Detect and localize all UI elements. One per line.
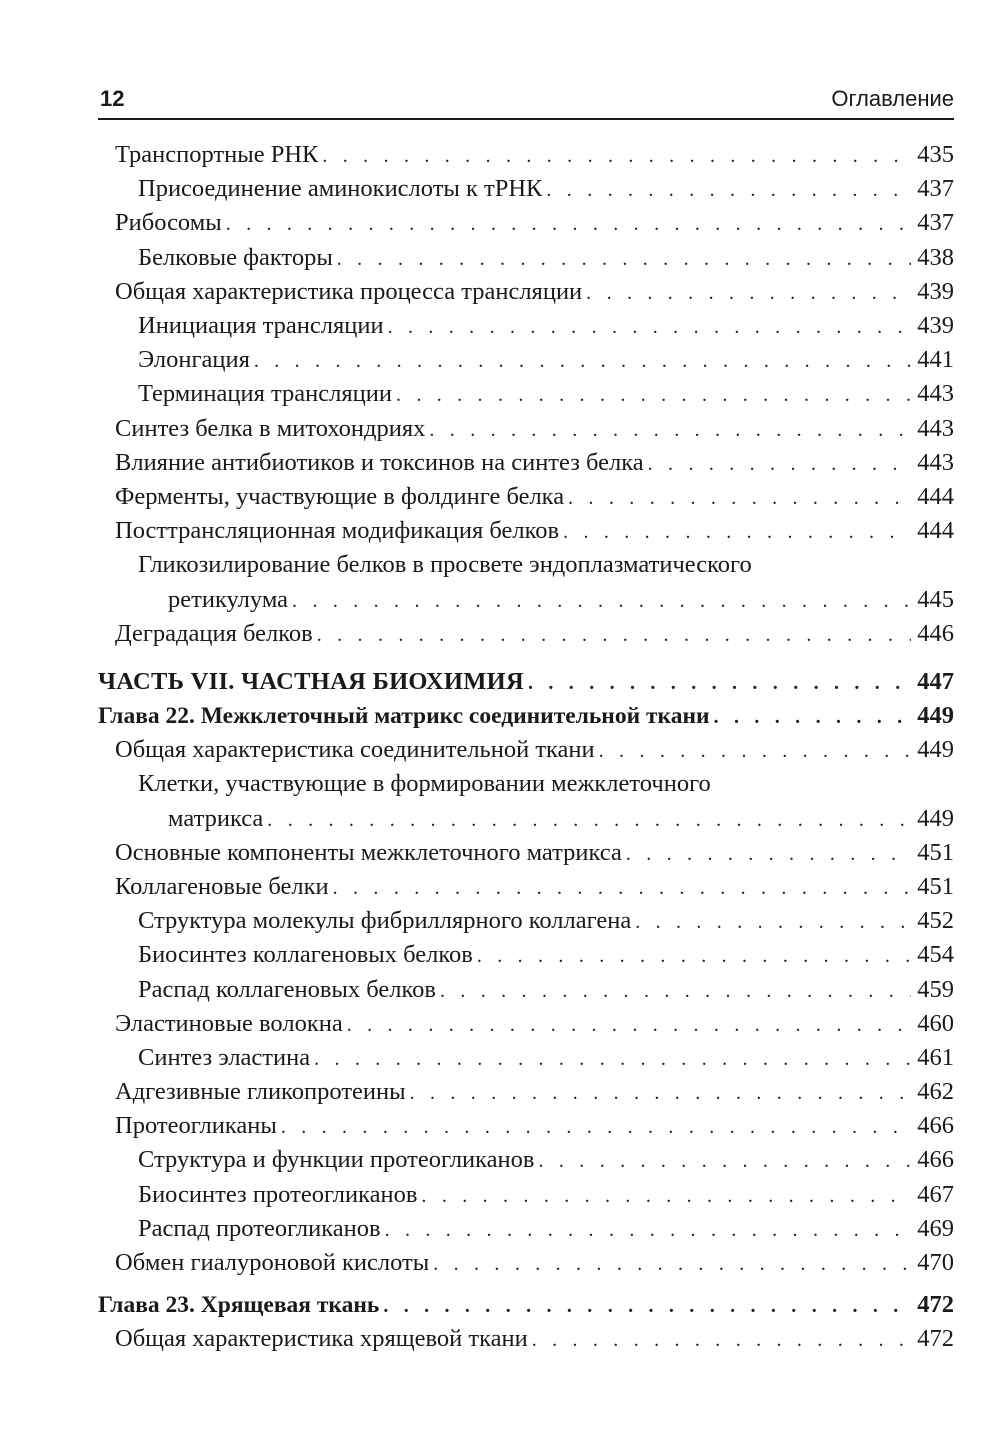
dot-leader: [281, 1110, 911, 1144]
toc-entry-title: Присоединение аминокислоты к тРНК: [138, 175, 543, 203]
dot-leader: [635, 905, 911, 939]
toc-entry[interactable]: [98, 836, 954, 870]
toc-entry-page: 469: [917, 1214, 954, 1242]
toc-chapter-heading[interactable]: [98, 1288, 954, 1322]
toc-entry[interactable]: [98, 548, 954, 616]
toc-entry-title: Адгезивные гликопротеины: [115, 1078, 406, 1106]
toc-entry-page: 472: [917, 1291, 954, 1319]
toc-entry-page: 466: [917, 1146, 954, 1174]
toc-entry[interactable]: [98, 480, 954, 514]
page-number: 12: [100, 86, 125, 111]
toc-entry-title: Элонгация: [138, 346, 250, 374]
toc-entry-title: Посттрансляционная модификация белков: [115, 517, 560, 545]
toc-entry-title: Эластиновые волокна: [115, 1009, 343, 1037]
toc-entry[interactable]: [98, 138, 954, 172]
toc-entry-page: 461: [917, 1043, 954, 1071]
dot-leader: [322, 139, 911, 173]
toc-entry-title: Гликозилирование белков в просвете эндоплазматического: [138, 551, 752, 579]
toc-entry[interactable]: [98, 617, 954, 651]
toc-entry-page: 459: [917, 975, 954, 1003]
toc-entry[interactable]: [98, 1007, 954, 1041]
toc-entry-page: 451: [917, 838, 954, 866]
toc-entry-page: 445: [917, 585, 954, 613]
toc-entry-page: 449: [917, 804, 954, 832]
toc-chapter-title: Глава 23. Хрящевая ткань: [98, 1292, 380, 1319]
toc-entry-title: Биосинтез коллагеновых белков: [138, 941, 473, 969]
toc-entry-title: Общая характеристика хрящевой ткани: [115, 1325, 528, 1353]
toc-part-heading[interactable]: [98, 665, 954, 699]
toc-entry[interactable]: [98, 172, 954, 206]
table-of-contents: [98, 138, 954, 1357]
toc-entry[interactable]: [98, 1075, 954, 1109]
toc-entry-page: 439: [917, 277, 954, 305]
dot-leader: [314, 1042, 911, 1076]
toc-entry[interactable]: [98, 514, 954, 548]
dot-leader: [532, 1323, 912, 1357]
toc-entry-title: Рибосомы: [115, 209, 222, 237]
toc-entry-page: 460: [917, 1009, 954, 1037]
toc-entry[interactable]: [98, 1178, 954, 1212]
dot-leader: [383, 1289, 911, 1323]
toc-entry[interactable]: [98, 1212, 954, 1246]
toc-entry-title: Влияние антибиотиков и токсинов на синтез белка: [115, 448, 644, 476]
dot-leader: [714, 700, 912, 734]
toc-entry[interactable]: [98, 377, 954, 411]
dot-leader: [528, 666, 911, 700]
dot-leader: [586, 276, 911, 310]
dot-leader: [226, 207, 912, 241]
toc-entry[interactable]: [98, 1041, 954, 1075]
toc-entry-title: Биосинтез протеогликанов: [138, 1180, 418, 1208]
toc-entry[interactable]: [98, 904, 954, 938]
toc-entry[interactable]: [98, 767, 954, 835]
toc-entry[interactable]: [98, 446, 954, 480]
dot-leader: [333, 871, 912, 905]
toc-entry[interactable]: [98, 412, 954, 446]
toc-chapter-heading[interactable]: [98, 699, 954, 733]
dot-leader: [626, 837, 911, 871]
toc-entry-title: Транспортные РНК: [115, 141, 319, 168]
toc-entry-page: 438: [917, 243, 954, 271]
toc-entry-page: 444: [917, 517, 954, 545]
toc-entry-page: 437: [917, 209, 954, 237]
toc-entry[interactable]: [98, 1143, 954, 1177]
toc-entry-page: 443: [917, 414, 954, 442]
toc-entry[interactable]: [98, 309, 954, 343]
dot-leader: [546, 173, 911, 207]
toc-entry-title: Коллагеновые белки: [115, 872, 329, 900]
toc-entry-page: 451: [917, 872, 954, 900]
dot-leader: [385, 1213, 912, 1247]
toc-entry[interactable]: [98, 973, 954, 1007]
toc-entry-page: 449: [917, 736, 954, 764]
dot-leader: [337, 242, 911, 276]
dot-leader: [347, 1008, 912, 1042]
dot-leader: [539, 1144, 912, 1178]
toc-entry[interactable]: [98, 241, 954, 275]
dot-leader: [421, 1179, 911, 1213]
toc-entry[interactable]: [98, 1109, 954, 1143]
toc-entry-page: 472: [917, 1325, 954, 1353]
toc-entry-page: 439: [917, 311, 954, 339]
toc-entry[interactable]: [98, 938, 954, 972]
toc-entry-title: Деградация белков: [115, 619, 313, 647]
toc-entry-page: 470: [917, 1249, 954, 1277]
dot-leader: [396, 378, 911, 412]
dot-leader: [317, 618, 912, 652]
toc-entry-title: Терминация трансляции: [138, 380, 392, 408]
toc-entry-title: Синтез белка в митохондриях: [115, 414, 426, 442]
toc-entry-page: 441: [917, 346, 954, 374]
dot-leader: [477, 939, 911, 973]
toc-entry[interactable]: [98, 1246, 954, 1280]
dot-leader: [267, 803, 911, 837]
toc-entry-page: 454: [917, 941, 954, 969]
toc-entry-page: 446: [917, 619, 954, 647]
toc-entry-title: Инициация трансляции: [138, 311, 384, 339]
toc-entry[interactable]: [98, 870, 954, 904]
toc-entry-title: Обмен гиалуроновой кислоты: [115, 1249, 430, 1277]
toc-entry[interactable]: [98, 1322, 954, 1356]
toc-entry-title: Распад коллагеновых белков: [138, 975, 436, 1003]
toc-entry-title: Структура молекулы фибриллярного коллагена: [138, 907, 632, 935]
toc-entry-title-continued: ретикулума: [168, 585, 289, 613]
dot-leader: [563, 515, 911, 549]
toc-entry-page: 449: [917, 702, 954, 730]
toc-entry-page: 444: [917, 482, 954, 510]
dot-leader: [440, 974, 911, 1008]
running-head: Оглавление: [831, 86, 954, 111]
dot-leader: [433, 1247, 911, 1281]
toc-entry-page: 443: [917, 448, 954, 476]
toc-entry-page: 452: [917, 907, 954, 935]
toc-entry-page: 437: [917, 175, 954, 203]
toc-entry-title: Общая характеристика соединительной ткани: [115, 736, 595, 764]
toc-entry-title: Ферменты, участвующие в фолдинге белка: [115, 482, 565, 510]
toc-entry-title: Клетки, участвующие в формировании межклеточного: [138, 770, 711, 798]
toc-entry-page: 435: [917, 141, 954, 168]
toc-entry[interactable]: [98, 343, 954, 377]
toc-entry-title: Структура и функции протеогликанов: [138, 1146, 535, 1174]
toc-entry-page: 467: [917, 1180, 954, 1208]
toc-entry-title: Общая характеристика процесса трансляции: [115, 277, 583, 305]
dot-leader: [429, 413, 911, 447]
toc-entry-page: 466: [917, 1112, 954, 1140]
dot-leader: [599, 734, 912, 768]
dot-leader: [388, 310, 912, 344]
toc-entry-title: Белковые факторы: [138, 243, 333, 271]
dot-leader: [292, 584, 911, 618]
dot-leader: [254, 344, 911, 378]
toc-entry-title: Распад протеогликанов: [138, 1214, 381, 1242]
toc-entry-title-continued: матрикса: [168, 804, 264, 832]
page-header: [98, 84, 954, 120]
toc-entry-page: 443: [917, 380, 954, 408]
toc-entry[interactable]: [98, 206, 954, 240]
dot-leader: [410, 1076, 912, 1110]
dot-leader: [568, 481, 911, 515]
toc-entry-page: 447: [917, 667, 954, 695]
toc-entry-title: Основные компоненты межклеточного матрикса: [115, 838, 622, 866]
toc-part-title: ЧАСТЬ VII. ЧАСТНАЯ БИОХИМИЯ: [98, 667, 524, 695]
toc-entry-title: Синтез эластина: [138, 1043, 311, 1071]
dot-leader: [648, 447, 912, 481]
toc-chapter-title: Глава 22. Межклеточный матрикс соединительной ткани: [98, 703, 710, 730]
toc-entry-title: Протеогликаны: [115, 1112, 277, 1140]
toc-entry-page: 462: [917, 1078, 954, 1106]
toc-entry[interactable]: [98, 733, 954, 767]
toc-entry[interactable]: [98, 275, 954, 309]
